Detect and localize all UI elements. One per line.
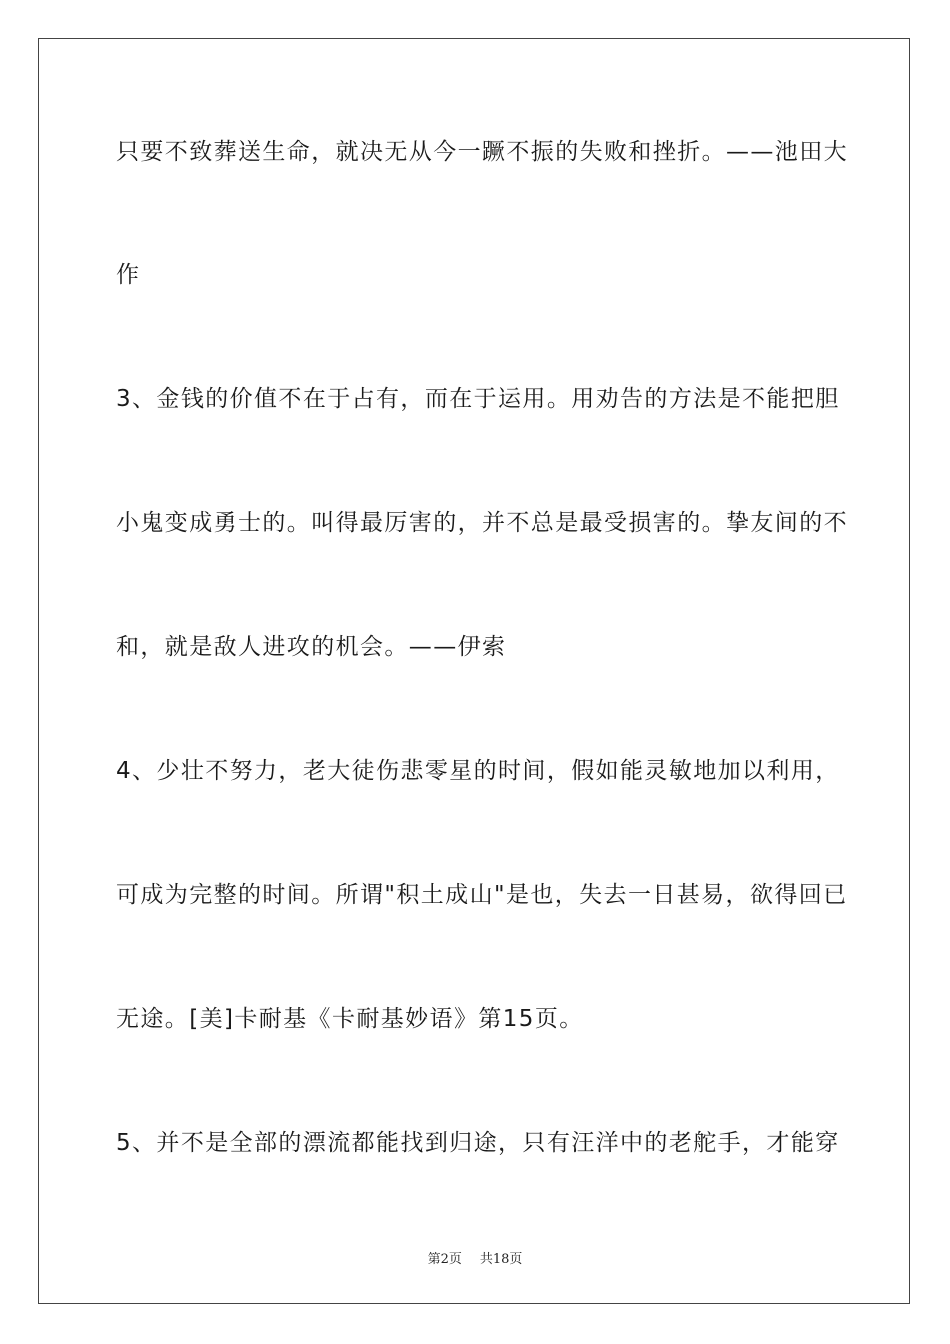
- text-line-6: 4、少壮不努力，老大徒伤悲零星的时间，假如能灵敏地加以利用，: [116, 758, 840, 784]
- text-line-3: 3、金钱的价值不在于占有，而在于运用。用劝告的方法是不能把胆: [116, 386, 840, 412]
- page-footer: [0, 1248, 950, 1267]
- text-line-8: 无途。[美]卡耐基《卡耐基妙语》第15页。: [116, 1006, 584, 1032]
- text-line-1: 只要不致葬送生命，就决无从今一蹶不振的失败和挫折。——池田大: [116, 139, 848, 165]
- text-line-2: 作: [116, 262, 141, 288]
- text-line-7: 可成为完整的时间。所谓"积土成山"是也，失去一日甚易，欲得回已: [116, 882, 848, 908]
- page-number: 第2页: [427, 1252, 462, 1267]
- text-line-9: 5、并不是全部的漂流都能找到归途，只有汪洋中的老舵手，才能穿: [116, 1130, 840, 1156]
- page-border: [38, 38, 910, 1304]
- total-pages: 共18页: [479, 1252, 523, 1267]
- text-line-4: 小鬼变成勇士的。叫得最厉害的，并不总是最受损害的。挚友间的不: [116, 510, 848, 536]
- text-line-5: 和，就是敌人进攻的机会。——伊索: [116, 634, 507, 660]
